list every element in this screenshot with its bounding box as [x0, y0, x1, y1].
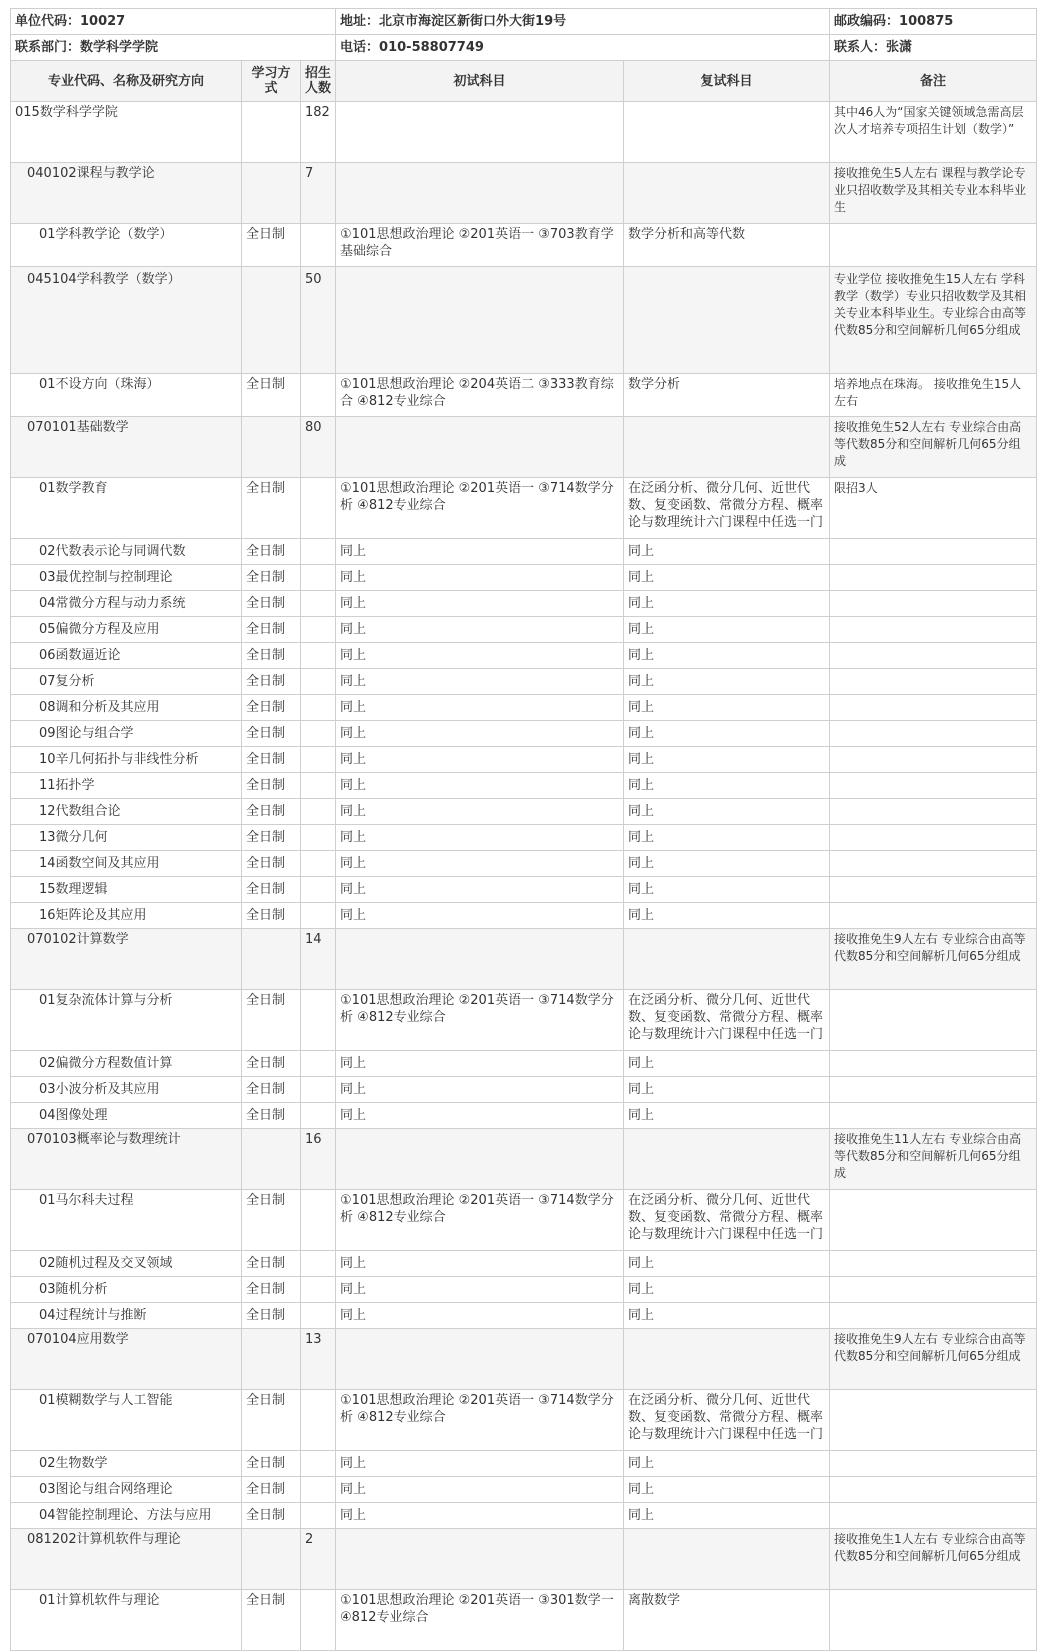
retest-subjects-cell	[624, 163, 830, 224]
quota-cell	[301, 1451, 336, 1477]
major-name-cell: 13微分几何	[11, 825, 242, 851]
quota-cell: 50	[301, 267, 336, 374]
retest-subjects-cell: 同上	[624, 903, 830, 929]
initial-subjects-cell	[336, 102, 624, 163]
initial-subjects-cell: 同上	[336, 1503, 624, 1529]
major-name-cell: 04智能控制理论、方法与应用	[11, 1503, 242, 1529]
major-name-cell: 070102计算数学	[11, 929, 242, 990]
major-name-cell: 02随机过程及交叉领域	[11, 1251, 242, 1277]
quota-cell: 13	[301, 1329, 336, 1390]
major-name-cell: 04过程统计与推断	[11, 1303, 242, 1329]
major-name-cell: 11拓扑学	[11, 773, 242, 799]
quota-cell	[301, 224, 336, 267]
table-row	[11, 825, 1037, 851]
remark-cell	[830, 643, 1037, 669]
study-mode-cell: 全日制	[242, 643, 301, 669]
study-mode-cell: 全日制	[242, 591, 301, 617]
quota-cell	[301, 721, 336, 747]
initial-subjects-cell: 同上	[336, 877, 624, 903]
initial-subjects-cell: 同上	[336, 903, 624, 929]
table-row	[11, 591, 1037, 617]
retest-subjects-cell	[624, 102, 830, 163]
initial-subjects-cell: 同上	[336, 591, 624, 617]
table-row	[11, 267, 1037, 374]
quota-cell: 80	[301, 417, 336, 478]
initial-subjects-cell: 同上	[336, 1103, 624, 1129]
initial-subjects-cell: 同上	[336, 1477, 624, 1503]
major-name-cell: 10辛几何拓扑与非线性分析	[11, 747, 242, 773]
remark-cell	[830, 851, 1037, 877]
quota-cell	[301, 851, 336, 877]
quota-cell	[301, 877, 336, 903]
major-name-cell: 01数学教育	[11, 478, 242, 539]
retest-subjects-cell: 同上	[624, 1303, 830, 1329]
study-mode-cell: 全日制	[242, 825, 301, 851]
study-mode-cell: 全日制	[242, 1051, 301, 1077]
major-name-cell: 01学科教学论（数学）	[11, 224, 242, 267]
remark-cell	[830, 1051, 1037, 1077]
contact-person: 联系人：张潇	[830, 35, 1037, 61]
col-major: 专业代码、名称及研究方向	[11, 61, 242, 102]
study-mode-cell: 全日制	[242, 565, 301, 591]
quota-cell	[301, 1477, 336, 1503]
initial-subjects-cell: 同上	[336, 1303, 624, 1329]
table-row	[11, 643, 1037, 669]
initial-subjects-cell	[336, 1329, 624, 1390]
retest-subjects-cell: 在泛函分析、微分几何、近世代数、复变函数、常微分方程、概率论与数理统计六门课程中任选一门	[624, 990, 830, 1051]
remark-cell: 接收推免生11人左右 专业综合由高等代数85分和空间解析几何65分组成	[830, 1129, 1037, 1190]
retest-subjects-cell	[624, 1329, 830, 1390]
retest-subjects-cell: 同上	[624, 1051, 830, 1077]
quota-cell	[301, 773, 336, 799]
retest-subjects-cell: 同上	[624, 877, 830, 903]
study-mode-cell: 全日制	[242, 695, 301, 721]
remark-cell: 接收推免生52人左右 专业综合由高等代数85分和空间解析几何65分组成	[830, 417, 1037, 478]
major-name-cell: 12代数组合论	[11, 799, 242, 825]
retest-subjects-cell: 同上	[624, 1277, 830, 1303]
initial-subjects-cell: 同上	[336, 669, 624, 695]
initial-subjects-cell	[336, 163, 624, 224]
study-mode-cell	[242, 1529, 301, 1590]
remark-cell	[830, 1303, 1037, 1329]
col-retest: 复试科目	[624, 61, 830, 102]
quota-cell	[301, 1051, 336, 1077]
quota-cell	[301, 1590, 336, 1651]
remark-cell: 接收推免生9人左右 专业综合由高等代数85分和空间解析几何65分组成	[830, 1329, 1037, 1390]
study-mode-cell: 全日制	[242, 1077, 301, 1103]
remark-cell	[830, 799, 1037, 825]
study-mode-cell: 全日制	[242, 990, 301, 1051]
initial-subjects-cell: 同上	[336, 1451, 624, 1477]
major-name-cell: 01复杂流体计算与分析	[11, 990, 242, 1051]
major-name-cell: 01模糊数学与人工智能	[11, 1390, 242, 1451]
retest-subjects-cell	[624, 1129, 830, 1190]
address: 地址：北京市海淀区新街口外大街19号	[336, 9, 830, 35]
initial-subjects-cell: 同上	[336, 617, 624, 643]
retest-subjects-cell: 数学分析	[624, 374, 830, 417]
study-mode-cell: 全日制	[242, 1103, 301, 1129]
quota-cell: 16	[301, 1129, 336, 1190]
table-row	[11, 1590, 1037, 1651]
initial-subjects-cell: ①101思想政治理论 ②201英语一 ③301数学一 ④812专业综合	[336, 1590, 624, 1651]
table-row	[11, 617, 1037, 643]
initial-subjects-cell: ①101思想政治理论 ②201英语一 ③714数学分析 ④812专业综合	[336, 990, 624, 1051]
retest-subjects-cell: 同上	[624, 1077, 830, 1103]
quota-cell	[301, 1077, 336, 1103]
remark-cell	[830, 617, 1037, 643]
major-name-cell: 07复分析	[11, 669, 242, 695]
initial-subjects-cell: 同上	[336, 1277, 624, 1303]
initial-subjects-cell: 同上	[336, 695, 624, 721]
table-row	[11, 669, 1037, 695]
remark-cell: 限招3人	[830, 478, 1037, 539]
major-name-cell: 01不设方向（珠海）	[11, 374, 242, 417]
study-mode-cell: 全日制	[242, 1590, 301, 1651]
unit-code: 单位代码：10027	[11, 9, 336, 35]
major-name-cell: 045104学科教学（数学）	[11, 267, 242, 374]
remark-cell	[830, 224, 1037, 267]
remark-cell	[830, 669, 1037, 695]
major-name-cell: 01计算机软件与理论	[11, 1590, 242, 1651]
table-row	[11, 417, 1037, 478]
quota-cell	[301, 1190, 336, 1251]
table-row	[11, 1129, 1037, 1190]
table-row	[11, 747, 1037, 773]
quota-cell	[301, 478, 336, 539]
remark-cell: 接收推免生9人左右 专业综合由高等代数85分和空间解析几何65分组成	[830, 929, 1037, 990]
initial-subjects-cell: ①101思想政治理论 ②201英语一 ③714数学分析 ④812专业综合	[336, 478, 624, 539]
major-name-cell: 02偏微分方程数值计算	[11, 1051, 242, 1077]
table-row	[11, 1529, 1037, 1590]
retest-subjects-cell: 同上	[624, 591, 830, 617]
table-row	[11, 478, 1037, 539]
study-mode-cell: 全日制	[242, 721, 301, 747]
quota-cell	[301, 565, 336, 591]
remark-cell	[830, 695, 1037, 721]
remark-cell	[830, 990, 1037, 1051]
remark-cell	[830, 1503, 1037, 1529]
quota-cell	[301, 1503, 336, 1529]
initial-subjects-cell: ①101思想政治理论 ②204英语二 ③333教育综合 ④812专业综合	[336, 374, 624, 417]
major-name-cell: 03最优控制与控制理论	[11, 565, 242, 591]
table-row	[11, 1251, 1037, 1277]
table-row	[11, 1277, 1037, 1303]
retest-subjects-cell: 同上	[624, 773, 830, 799]
quota-cell	[301, 1390, 336, 1451]
major-name-cell: 04常微分方程与动力系统	[11, 591, 242, 617]
quota-cell	[301, 669, 336, 695]
phone: 电话：010-58807749	[336, 35, 830, 61]
major-name-cell: 08调和分析及其应用	[11, 695, 242, 721]
initial-subjects-cell	[336, 1129, 624, 1190]
quota-cell	[301, 903, 336, 929]
retest-subjects-cell	[624, 1529, 830, 1590]
col-quota: 招生人数	[301, 61, 336, 102]
study-mode-cell: 全日制	[242, 478, 301, 539]
study-mode-cell	[242, 417, 301, 478]
study-mode-cell: 全日制	[242, 224, 301, 267]
study-mode-cell	[242, 163, 301, 224]
table-row	[11, 877, 1037, 903]
table-row	[11, 851, 1037, 877]
study-mode-cell: 全日制	[242, 799, 301, 825]
quota-cell	[301, 374, 336, 417]
remark-cell	[830, 539, 1037, 565]
column-header-row	[11, 61, 1037, 102]
major-name-cell: 070104应用数学	[11, 1329, 242, 1390]
retest-subjects-cell: 数学分析和高等代数	[624, 224, 830, 267]
major-name-cell: 04图像处理	[11, 1103, 242, 1129]
study-mode-cell	[242, 102, 301, 163]
study-mode-cell: 全日制	[242, 1190, 301, 1251]
table-row	[11, 695, 1037, 721]
major-name-cell: 16矩阵论及其应用	[11, 903, 242, 929]
table-row	[11, 1477, 1037, 1503]
retest-subjects-cell: 同上	[624, 825, 830, 851]
table-row	[11, 539, 1037, 565]
major-name-cell: 03随机分析	[11, 1277, 242, 1303]
table-row	[11, 1503, 1037, 1529]
remark-cell	[830, 1590, 1037, 1651]
quota-cell: 182	[301, 102, 336, 163]
quota-cell	[301, 617, 336, 643]
major-name-cell: 015数学科学学院	[11, 102, 242, 163]
major-name-cell: 03图论与组合网络理论	[11, 1477, 242, 1503]
quota-cell	[301, 990, 336, 1051]
major-name-cell: 081202计算机软件与理论	[11, 1529, 242, 1590]
retest-subjects-cell	[624, 267, 830, 374]
retest-subjects-cell	[624, 929, 830, 990]
initial-subjects-cell: 同上	[336, 539, 624, 565]
study-mode-cell: 全日制	[242, 1390, 301, 1451]
table-row	[11, 224, 1037, 267]
remark-cell	[830, 1451, 1037, 1477]
remark-cell: 接收推免生5人左右 课程与教学论专业只招收数学及其相关专业本科毕业生	[830, 163, 1037, 224]
study-mode-cell: 全日制	[242, 1503, 301, 1529]
table-row	[11, 799, 1037, 825]
study-mode-cell	[242, 1329, 301, 1390]
retest-subjects-cell: 同上	[624, 851, 830, 877]
table-row	[11, 773, 1037, 799]
study-mode-cell	[242, 267, 301, 374]
remark-cell: 培养地点在珠海。 接收推免生15人左右	[830, 374, 1037, 417]
study-mode-cell: 全日制	[242, 1477, 301, 1503]
major-name-cell: 05偏微分方程及应用	[11, 617, 242, 643]
admissions-table	[10, 8, 1037, 1651]
study-mode-cell: 全日制	[242, 1303, 301, 1329]
retest-subjects-cell: 离散数学	[624, 1590, 830, 1651]
remark-cell	[830, 721, 1037, 747]
major-name-cell: 070101基础数学	[11, 417, 242, 478]
remark-cell	[830, 565, 1037, 591]
remark-cell	[830, 773, 1037, 799]
major-name-cell: 040102课程与教学论	[11, 163, 242, 224]
remark-cell	[830, 825, 1037, 851]
initial-subjects-cell	[336, 417, 624, 478]
retest-subjects-cell: 同上	[624, 643, 830, 669]
study-mode-cell: 全日制	[242, 539, 301, 565]
major-name-cell: 06函数逼近论	[11, 643, 242, 669]
quota-cell: 2	[301, 1529, 336, 1590]
study-mode-cell: 全日制	[242, 1277, 301, 1303]
col-remark: 备注	[830, 61, 1037, 102]
study-mode-cell: 全日制	[242, 1251, 301, 1277]
initial-subjects-cell	[336, 267, 624, 374]
quota-cell	[301, 643, 336, 669]
remark-cell: 其中46人为“国家关键领域急需高层次人才培养专项招生计划（数学）”	[830, 102, 1037, 163]
initial-subjects-cell: 同上	[336, 643, 624, 669]
retest-subjects-cell: 在泛函分析、微分几何、近世代数、复变函数、常微分方程、概率论与数理统计六门课程中任选一门	[624, 1190, 830, 1251]
remark-cell	[830, 747, 1037, 773]
study-mode-cell: 全日制	[242, 374, 301, 417]
remark-cell	[830, 1477, 1037, 1503]
quota-cell	[301, 825, 336, 851]
study-mode-cell: 全日制	[242, 903, 301, 929]
col-initial: 初试科目	[336, 61, 624, 102]
study-mode-cell: 全日制	[242, 1451, 301, 1477]
quota-cell	[301, 591, 336, 617]
major-name-cell: 070103概率论与数理统计	[11, 1129, 242, 1190]
study-mode-cell: 全日制	[242, 747, 301, 773]
study-mode-cell: 全日制	[242, 617, 301, 643]
quota-cell: 7	[301, 163, 336, 224]
initial-subjects-cell	[336, 1529, 624, 1590]
remark-cell	[830, 591, 1037, 617]
major-name-cell: 09图论与组合学	[11, 721, 242, 747]
table-row	[11, 163, 1037, 224]
department: 联系部门：数学科学学院	[11, 35, 336, 61]
retest-subjects-cell: 同上	[624, 617, 830, 643]
retest-subjects-cell: 同上	[624, 1251, 830, 1277]
initial-subjects-cell	[336, 929, 624, 990]
quota-cell	[301, 1277, 336, 1303]
retest-subjects-cell: 同上	[624, 1451, 830, 1477]
table-row	[11, 1329, 1037, 1390]
col-mode: 学习方式	[242, 61, 301, 102]
table-row	[11, 1051, 1037, 1077]
table-row	[11, 1303, 1037, 1329]
study-mode-cell: 全日制	[242, 669, 301, 695]
remark-cell	[830, 1277, 1037, 1303]
retest-subjects-cell: 同上	[624, 721, 830, 747]
initial-subjects-cell: ①101思想政治理论 ②201英语一 ③714数学分析 ④812专业综合	[336, 1390, 624, 1451]
retest-subjects-cell: 同上	[624, 747, 830, 773]
table-row	[11, 374, 1037, 417]
remark-cell	[830, 1251, 1037, 1277]
table-row	[11, 1451, 1037, 1477]
study-mode-cell: 全日制	[242, 773, 301, 799]
header-row-1	[11, 9, 1037, 35]
initial-subjects-cell: ①101思想政治理论 ②201英语一 ③703教育学基础综合	[336, 224, 624, 267]
initial-subjects-cell: 同上	[336, 565, 624, 591]
quota-cell: 14	[301, 929, 336, 990]
quota-cell	[301, 539, 336, 565]
initial-subjects-cell: 同上	[336, 1051, 624, 1077]
quota-cell	[301, 1251, 336, 1277]
remark-cell	[830, 903, 1037, 929]
retest-subjects-cell: 同上	[624, 539, 830, 565]
remark-cell	[830, 1103, 1037, 1129]
retest-subjects-cell: 同上	[624, 1503, 830, 1529]
remark-cell	[830, 1390, 1037, 1451]
table-row	[11, 1390, 1037, 1451]
study-mode-cell	[242, 1129, 301, 1190]
retest-subjects-cell: 在泛函分析、微分几何、近世代数、复变函数、常微分方程、概率论与数理统计六门课程中任选一门	[624, 1390, 830, 1451]
initial-subjects-cell: 同上	[336, 851, 624, 877]
retest-subjects-cell: 在泛函分析、微分几何、近世代数、复变函数、常微分方程、概率论与数理统计六门课程中任选一门	[624, 478, 830, 539]
remark-cell	[830, 1077, 1037, 1103]
initial-subjects-cell: 同上	[336, 1077, 624, 1103]
initial-subjects-cell: 同上	[336, 825, 624, 851]
retest-subjects-cell	[624, 417, 830, 478]
initial-subjects-cell: 同上	[336, 773, 624, 799]
remark-cell	[830, 1190, 1037, 1251]
study-mode-cell	[242, 929, 301, 990]
postal-code: 邮政编码：100875	[830, 9, 1037, 35]
retest-subjects-cell: 同上	[624, 1103, 830, 1129]
quota-cell	[301, 695, 336, 721]
initial-subjects-cell: 同上	[336, 799, 624, 825]
initial-subjects-cell: 同上	[336, 721, 624, 747]
header-row-2	[11, 35, 1037, 61]
retest-subjects-cell: 同上	[624, 565, 830, 591]
major-name-cell: 14函数空间及其应用	[11, 851, 242, 877]
table-row	[11, 903, 1037, 929]
table-row	[11, 929, 1037, 990]
quota-cell	[301, 1103, 336, 1129]
major-name-cell: 03小波分析及其应用	[11, 1077, 242, 1103]
retest-subjects-cell: 同上	[624, 695, 830, 721]
quota-cell	[301, 1303, 336, 1329]
remark-cell: 接收推免生1人左右 专业综合由高等代数85分和空间解析几何65分组成	[830, 1529, 1037, 1590]
retest-subjects-cell: 同上	[624, 1477, 830, 1503]
initial-subjects-cell: 同上	[336, 1251, 624, 1277]
retest-subjects-cell: 同上	[624, 669, 830, 695]
initial-subjects-cell: ①101思想政治理论 ②201英语一 ③714数学分析 ④812专业综合	[336, 1190, 624, 1251]
major-name-cell: 02代数表示论与同调代数	[11, 539, 242, 565]
major-name-cell: 01马尔科夫过程	[11, 1190, 242, 1251]
remark-cell: 专业学位 接收推免生15人左右 学科教学（数学）专业只招收数学及其相关专业本科毕业生。专业综合由高等代数85分和空间解析几何65分组成	[830, 267, 1037, 374]
table-row	[11, 1077, 1037, 1103]
major-name-cell: 15数理逻辑	[11, 877, 242, 903]
quota-cell	[301, 799, 336, 825]
study-mode-cell: 全日制	[242, 851, 301, 877]
table-row	[11, 721, 1037, 747]
study-mode-cell: 全日制	[242, 877, 301, 903]
major-name-cell: 02生物数学	[11, 1451, 242, 1477]
table-row	[11, 1190, 1037, 1251]
initial-subjects-cell: 同上	[336, 747, 624, 773]
retest-subjects-cell: 同上	[624, 799, 830, 825]
table-row	[11, 990, 1037, 1051]
remark-cell	[830, 877, 1037, 903]
table-row	[11, 565, 1037, 591]
table-row	[11, 102, 1037, 163]
table-row	[11, 1103, 1037, 1129]
quota-cell	[301, 747, 336, 773]
